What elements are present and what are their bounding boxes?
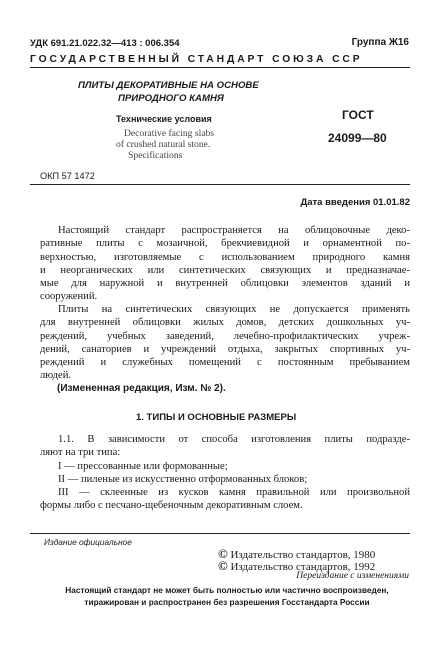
paragraph-line: реждений и служебных помещений с постоянным пребыванием xyxy=(40,357,410,369)
okp-code: ОКП 57 1472 xyxy=(40,171,95,181)
section-line: II — пиленые из искусственно отформованных блоков; xyxy=(58,473,308,485)
copyright-text: Издательство стандартов, 1980 xyxy=(230,549,376,561)
copyright-notice-line-1: Настоящий стандарт не может быть полностью или частично воспроизведен, xyxy=(65,585,389,595)
intro-date: Дата введения 01.01.82 xyxy=(300,197,410,208)
paragraph-line: мые для наружной и внутренней облицовки элементов зданий и xyxy=(40,278,410,290)
udc-code: УДК 691.21.022.32—413 : 006.354 xyxy=(30,38,180,49)
english-title-line: Decorative facing slabs xyxy=(124,128,215,139)
paragraph-line: Настоящий стандарт распространяется на облицовочные деко- xyxy=(58,225,410,236)
paragraph-line: верхностью, изготовляемые с использованием природного камня xyxy=(40,251,410,263)
footer-rule xyxy=(30,533,410,534)
section-line: III — склеенные из кусков камня правильной или произвольной xyxy=(58,487,410,499)
section-line: формы либо с песчано-щебеночным декоративным слоем. xyxy=(40,500,303,512)
section-types xyxy=(40,433,410,513)
section-line: I — прессованные или формованные; xyxy=(58,460,228,472)
standard-banner: ГОСУДАРСТВЕННЫЙ СТАНДАРТ СОЮЗА ССР xyxy=(30,54,363,65)
paragraph-line: Плиты на синтетических связующих не допускается применять xyxy=(58,304,410,315)
english-title-line: of crushed natural stone. xyxy=(116,139,211,150)
copyright-icon: © xyxy=(218,546,228,561)
copyright-notice-line-2: тиражирован и распространен без разрешения Госстандарта России xyxy=(84,597,370,607)
amendment-note: (Измененная редакция, Изм. № 2). xyxy=(57,383,226,394)
title-line-1: ПЛИТЫ ДЕКОРАТИВНЫЕ НА ОСНОВЕ xyxy=(78,80,259,91)
paragraph-line: ративные плиты с мозаичной, брекчиевидной и орнаментной по- xyxy=(40,238,410,250)
title-rule xyxy=(30,184,410,185)
paragraph-line: реждений, учебных заведений, лечебно-профилактических учреж- xyxy=(40,330,410,342)
title-line-2: ПРИРОДНОГО КАМНЯ xyxy=(118,93,224,104)
copyright-icon: © xyxy=(218,558,228,573)
section-line: ляют на три типа: xyxy=(40,447,121,459)
english-title xyxy=(116,128,215,161)
title-subtitle: Технические условия xyxy=(116,114,212,124)
paragraph-line: сооружений. xyxy=(40,291,98,303)
paragraph-line: дений, санаториев и учреждений отдыха, закрытых спортивных уч- xyxy=(40,343,410,355)
paragraph-scope xyxy=(40,224,410,304)
section-heading: 1. ТИПЫ И ОСНОВНЫЕ РАЗМЕРЫ xyxy=(136,412,297,423)
english-title-line: Specifications xyxy=(128,150,183,161)
official-edition: Издание официальное xyxy=(44,537,132,547)
gost-label: ГОСТ xyxy=(342,108,374,122)
header-rule xyxy=(30,67,410,68)
section-line: 1.1. В зависимости от способа изготовления плиты подразде- xyxy=(58,434,410,445)
paragraph-restriction xyxy=(40,303,410,383)
gost-number: 24099—80 xyxy=(328,131,387,145)
reissue-note: Переиздание с изменениями xyxy=(296,571,409,581)
group-code: Группа Ж16 xyxy=(351,37,409,48)
paragraph-line: и неорганических или синтетических связующих и предназначае- xyxy=(40,264,410,276)
paragraph-line: для внутренней облицовки жилых домов, детских дошкольных уч- xyxy=(40,317,410,329)
copyright-text: Издательство стандартов, 1992 xyxy=(230,561,376,573)
paragraph-line: людей. xyxy=(40,370,72,382)
